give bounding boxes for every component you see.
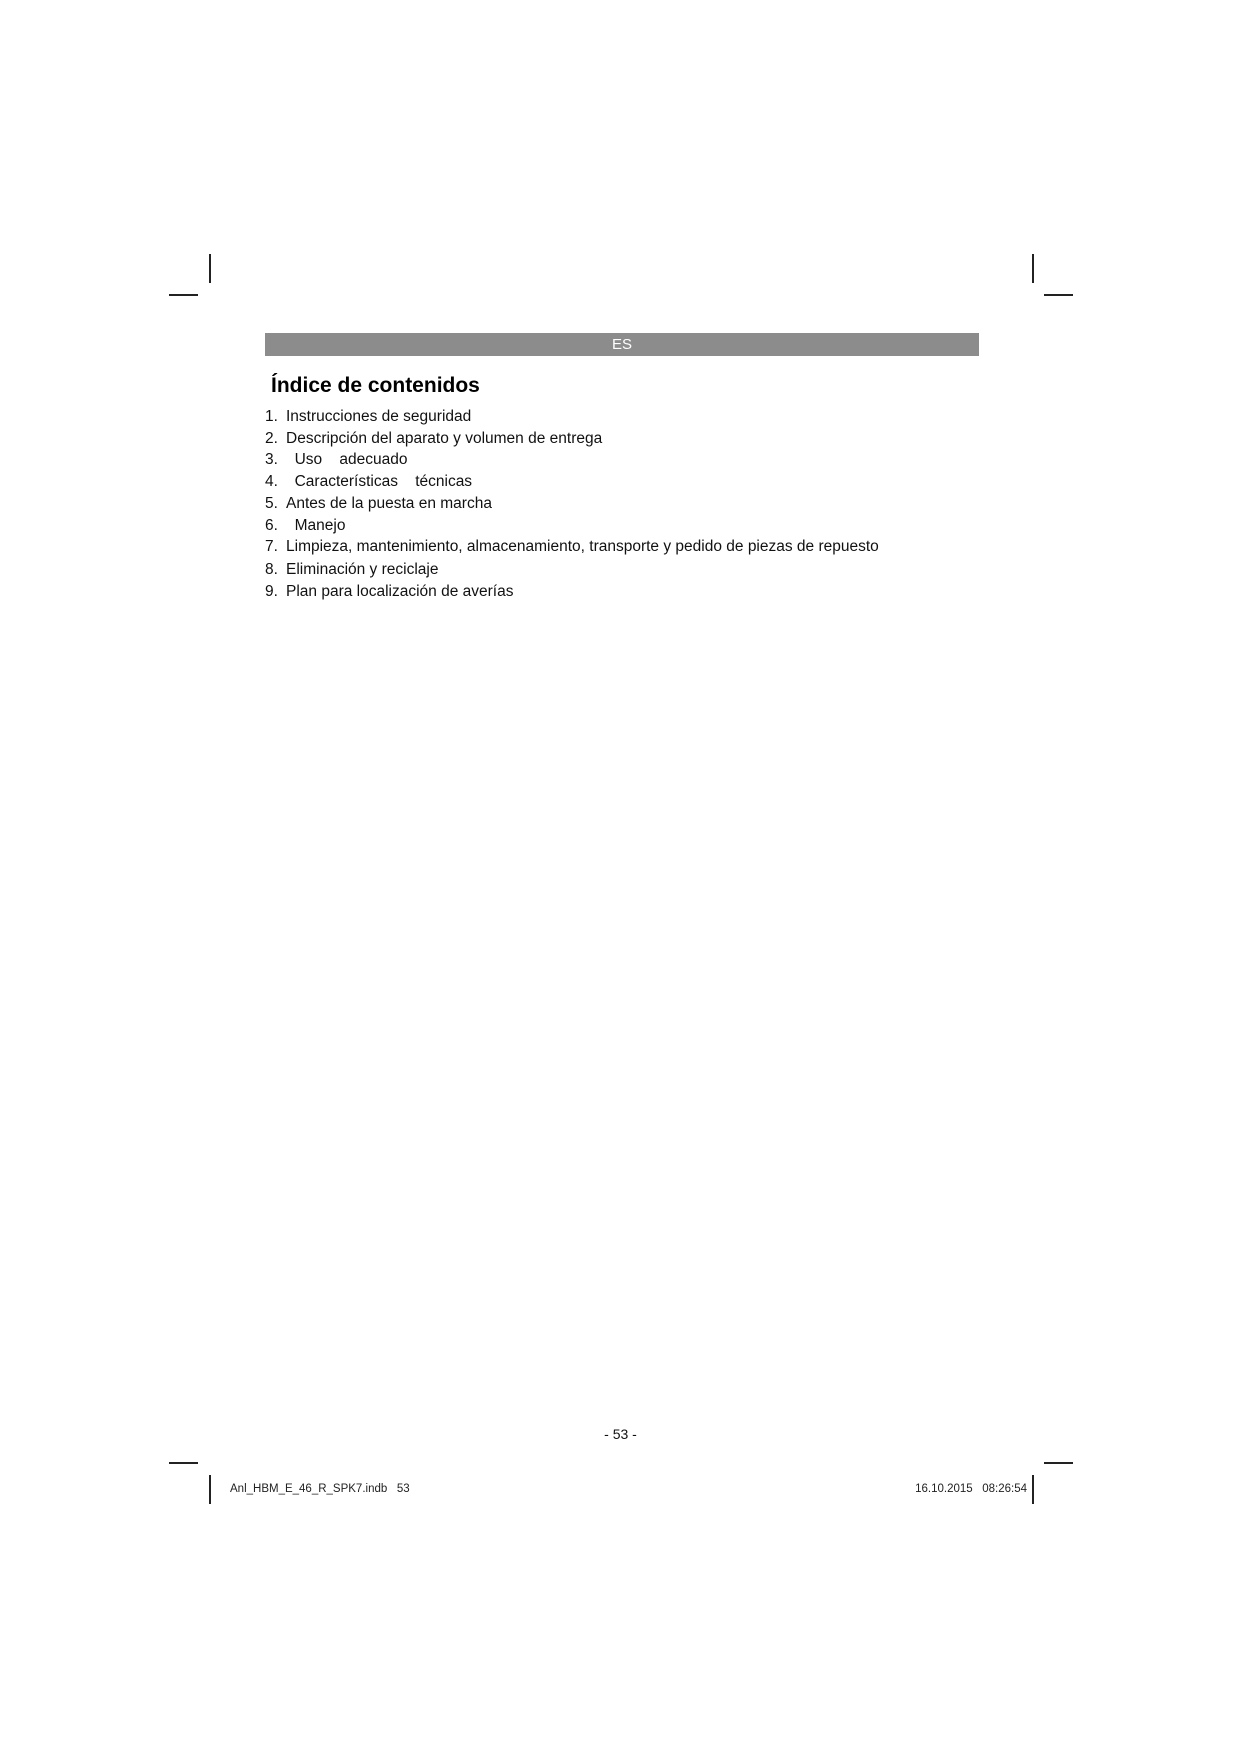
toc-item (265, 493, 492, 515)
crop-mark (169, 294, 198, 296)
print-timestamp: 16.10.2015 08:26:54 (915, 1483, 1027, 1495)
language-code: ES (611, 336, 632, 353)
toc-item-number: 7. (265, 538, 278, 556)
language-header-bar (265, 333, 979, 356)
crop-mark (169, 1462, 198, 1464)
toc-item-label: Instrucciones de seguridad (286, 408, 472, 425)
toc-item (265, 428, 602, 450)
toc-item-number: 1. (265, 408, 278, 425)
toc-item (265, 515, 345, 537)
crop-mark (1044, 294, 1073, 296)
crop-mark (209, 1475, 211, 1504)
toc-item-label: Uso adecuado (286, 451, 408, 469)
toc-item-label: Descripción del aparato y volumen de entrega (286, 429, 603, 447)
crop-mark (1032, 254, 1034, 283)
toc-item-label: Características técnicas (286, 473, 473, 491)
toc-title: Índice de contenidos (271, 374, 480, 397)
toc-item-number: 6. (265, 516, 278, 534)
toc-item (265, 559, 438, 581)
toc-item-label: Plan para localización de averías (286, 582, 514, 600)
toc-item-number: 4. (265, 473, 278, 491)
toc-item-number: 9. (265, 582, 278, 600)
crop-mark (1032, 1475, 1034, 1504)
toc-item (265, 536, 879, 558)
toc-item-number: 5. (265, 494, 278, 512)
file-slug: Anl_HBM_E_46_R_SPK7.indb 53 (230, 1483, 410, 1495)
toc-item-label: Eliminación y reciclaje (286, 560, 439, 578)
toc-item-number: 2. (265, 429, 278, 447)
toc-item-number: 8. (265, 560, 278, 578)
toc-item-label: Antes de la puesta en marcha (286, 494, 492, 512)
toc-item (265, 449, 408, 471)
toc-item (265, 406, 471, 428)
toc-item-label: Limpieza, mantenimiento, almacenamiento, transporte y pedido de piezas de repuesto (286, 538, 879, 556)
toc-item (265, 471, 472, 493)
toc-item-label: Manejo (286, 516, 346, 534)
crop-mark (1044, 1462, 1073, 1464)
toc-item (265, 581, 513, 603)
page-number: - 53 - (604, 1426, 637, 1442)
crop-mark (209, 254, 211, 283)
toc-item-number: 3. (265, 451, 278, 469)
